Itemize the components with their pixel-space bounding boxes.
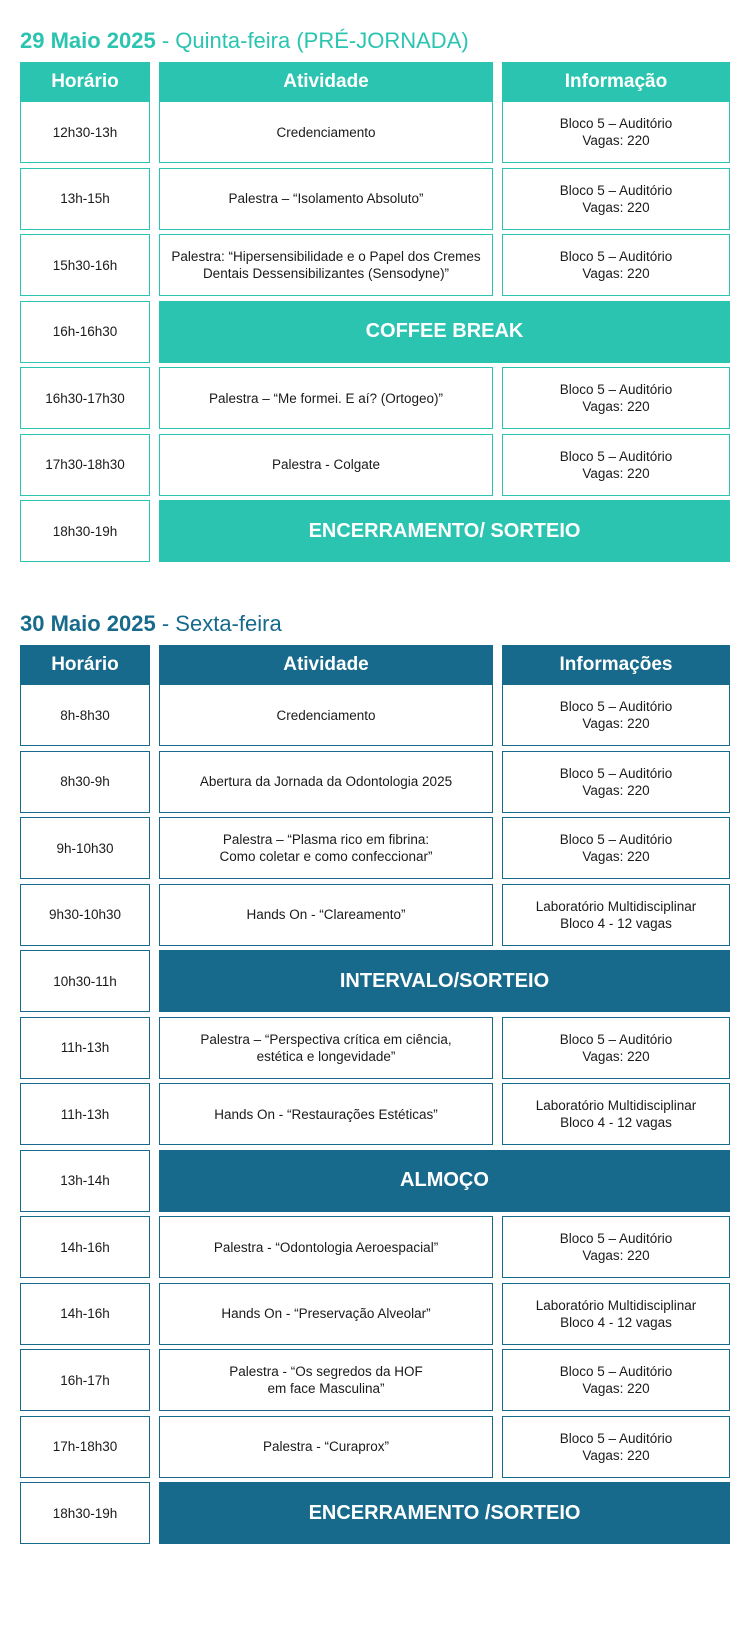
activity-cell: Palestra – “Perspectiva crítica em ciência, estética e longevidade”	[159, 1017, 493, 1079]
time-cell: 14h-16h	[20, 1216, 150, 1278]
header-horario: Horário	[20, 62, 150, 102]
time-cell: 9h30-10h30	[20, 884, 150, 946]
activity-cell: Palestra - “Odontologia Aeroespacial”	[159, 1216, 493, 1278]
activity-cell: Palestra - “Os segredos da HOF em face Masculina”	[159, 1349, 493, 1411]
info-cell: Bloco 5 – Auditório Vagas: 220	[502, 817, 730, 879]
info-cell: Bloco 5 – Auditório Vagas: 220	[502, 367, 730, 429]
header-informacoes: Informações	[502, 645, 730, 685]
table-row	[20, 1482, 730, 1546]
table-row	[20, 1216, 730, 1280]
table-row	[20, 1083, 730, 1147]
table-row	[20, 1150, 730, 1214]
activity-cell: Palestra – “Me formei. E aí? (Ortogeo)”	[159, 367, 493, 429]
activity-cell: Credenciamento	[159, 101, 493, 163]
table-row	[20, 684, 730, 748]
table-row	[20, 1283, 730, 1347]
table-row	[20, 500, 730, 564]
info-cell: Bloco 5 – Auditório Vagas: 220	[502, 1349, 730, 1411]
day1-date: 29 Maio 2025	[20, 28, 156, 53]
time-cell: 11h-13h	[20, 1083, 150, 1145]
table-row	[20, 234, 730, 298]
activity-cell: Credenciamento	[159, 684, 493, 746]
table-row	[20, 751, 730, 815]
info-cell: Bloco 5 – Auditório Vagas: 220	[502, 1416, 730, 1478]
table-row	[20, 884, 730, 948]
time-cell: 17h30-18h30	[20, 434, 150, 496]
info-cell: Bloco 5 – Auditório Vagas: 220	[502, 168, 730, 230]
time-cell: 9h-10h30	[20, 817, 150, 879]
time-cell: 8h30-9h	[20, 751, 150, 813]
time-cell: 13h-14h	[20, 1150, 150, 1212]
activity-cell: Hands On - “Restaurações Estéticas”	[159, 1083, 493, 1145]
time-cell: 10h30-11h	[20, 950, 150, 1012]
table-row	[20, 817, 730, 881]
time-cell: 8h-8h30	[20, 684, 150, 746]
break-banner: ENCERRAMENTO /SORTEIO	[159, 1482, 730, 1544]
time-cell: 16h-16h30	[20, 301, 150, 363]
table-row	[20, 301, 730, 365]
table-row	[20, 950, 730, 1014]
activity-cell: Palestra – “Isolamento Absoluto”	[159, 168, 493, 230]
activity-cell: Palestra - “Curaprox”	[159, 1416, 493, 1478]
header-horario: Horário	[20, 645, 150, 685]
day1-section	[20, 27, 730, 542]
break-banner: COFFEE BREAK	[159, 301, 730, 363]
activity-cell: Hands On - “Clareamento”	[159, 884, 493, 946]
activity-cell: Palestra - Colgate	[159, 434, 493, 496]
info-cell: Laboratório Multidisciplinar Bloco 4 - 12 vagas	[502, 884, 730, 946]
time-cell: 11h-13h	[20, 1017, 150, 1079]
activity-cell: Palestra: “Hipersensibilidade e o Papel dos Cremes Dentais Dessensibilizantes (Sensodyne)”	[159, 234, 493, 296]
table-row	[20, 367, 730, 431]
table-row	[20, 434, 730, 498]
activity-cell: Palestra – “Plasma rico em fibrina: Como coletar e como confeccionar”	[159, 817, 493, 879]
break-banner: INTERVALO/SORTEIO	[159, 950, 730, 1012]
day2-date: 30 Maio 2025	[20, 611, 156, 636]
day1-title	[20, 27, 730, 55]
info-cell: Bloco 5 – Auditório Vagas: 220	[502, 101, 730, 163]
activity-cell: Abertura da Jornada da Odontologia 2025	[159, 751, 493, 813]
time-cell: 14h-16h	[20, 1283, 150, 1345]
table-row	[20, 1017, 730, 1081]
info-cell: Laboratório Multidisciplinar Bloco 4 - 12 vagas	[502, 1083, 730, 1145]
info-cell: Bloco 5 – Auditório Vagas: 220	[502, 234, 730, 296]
day2-section	[20, 610, 730, 1524]
table-row	[20, 101, 730, 165]
time-cell: 13h-15h	[20, 168, 150, 230]
day2-title	[20, 610, 730, 638]
header-atividade: Atividade	[159, 62, 493, 102]
header-informacao: Informação	[502, 62, 730, 102]
info-cell: Bloco 5 – Auditório Vagas: 220	[502, 1017, 730, 1079]
day2-subtitle: - Sexta-feira	[155, 611, 282, 636]
time-cell: 15h30-16h	[20, 234, 150, 296]
info-cell: Laboratório Multidisciplinar Bloco 4 - 12 vagas	[502, 1283, 730, 1345]
time-cell: 16h-17h	[20, 1349, 150, 1411]
table-row	[20, 1416, 730, 1480]
time-cell: 16h30-17h30	[20, 367, 150, 429]
time-cell: 12h30-13h	[20, 101, 150, 163]
table-row	[20, 168, 730, 232]
time-cell: 18h30-19h	[20, 500, 150, 562]
info-cell: Bloco 5 – Auditório Vagas: 220	[502, 434, 730, 496]
break-banner: ALMOÇO	[159, 1150, 730, 1212]
info-cell: Bloco 5 – Auditório Vagas: 220	[502, 684, 730, 746]
header-atividade: Atividade	[159, 645, 493, 685]
activity-cell: Hands On - “Preservação Alveolar”	[159, 1283, 493, 1345]
info-cell: Bloco 5 – Auditório Vagas: 220	[502, 751, 730, 813]
time-cell: 17h-18h30	[20, 1416, 150, 1478]
break-banner: ENCERRAMENTO/ SORTEIO	[159, 500, 730, 562]
table-row	[20, 1349, 730, 1413]
info-cell: Bloco 5 – Auditório Vagas: 220	[502, 1216, 730, 1278]
time-cell: 18h30-19h	[20, 1482, 150, 1544]
day1-subtitle: - Quinta-feira (PRÉ-JORNADA)	[155, 28, 469, 53]
